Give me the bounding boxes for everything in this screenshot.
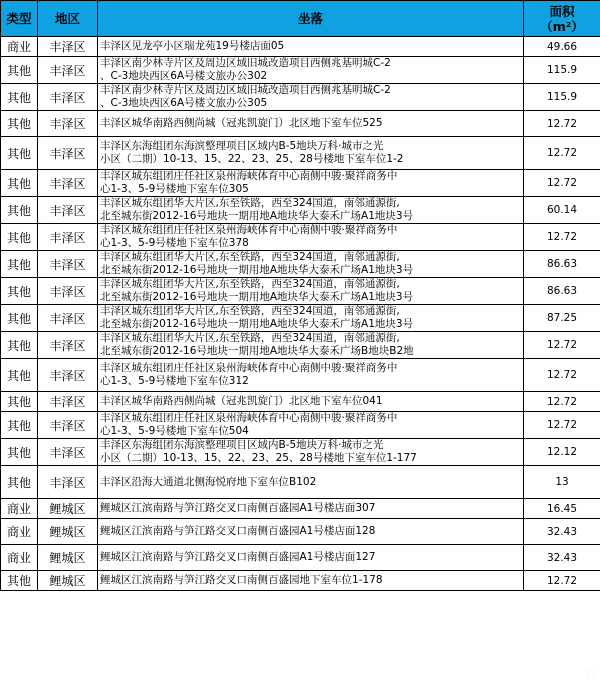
location-line: 北至城东街2012-16号地块一期用地A地块华大泰禾广场A1地块3号 — [100, 291, 414, 303]
cell-area: 86.63 — [524, 278, 600, 305]
location-line: 北至城东街2012-16号地块一期用地A地块华大泰禾广场A1地块3号 — [100, 264, 414, 276]
header-area-label: 面积 — [549, 3, 575, 19]
cell-type: 其他 — [1, 137, 38, 170]
header-area-unit: （m²） — [540, 18, 584, 34]
cell-type: 其他 — [1, 57, 38, 84]
cell-type: 其他 — [1, 412, 38, 439]
location-line: 丰泽区东海组团东海滨整理项目区域内B-5地块万科·城市之光 — [100, 439, 384, 451]
cell-district: 丰泽区 — [38, 84, 98, 111]
location-line: 心1-3、5-9号楼地下室车位312 — [100, 375, 249, 387]
cell-location — [98, 251, 524, 278]
header-location: 坐落 — [98, 1, 524, 37]
cell-district: 鲤城区 — [38, 499, 98, 519]
cell-location: 丰泽区见龙亭小区瑞龙苑19号楼店面05 — [98, 37, 524, 57]
cell-district: 丰泽区 — [38, 412, 98, 439]
cell-area: 87.25 — [524, 305, 600, 332]
cell-district: 丰泽区 — [38, 137, 98, 170]
cell-area: 16.45 — [524, 499, 600, 519]
cell-type: 其他 — [1, 111, 38, 137]
cell-district: 丰泽区 — [38, 392, 98, 412]
location-line: 丰泽区南少林寺片区及周边区域旧城改造项目西侧兆基明城C-2 — [100, 57, 391, 69]
cell-location: 丰泽区沿海大通道北侧海悦府地下室车位B102 — [98, 466, 524, 499]
cell-location — [98, 412, 524, 439]
cell-location: 鲤城区江滨南路与笋江路交叉口南侧百盛园A1号楼店面128 — [98, 519, 524, 545]
location-line: 丰泽区城东组团庄任社区泉州海峡体育中心南侧中骏·聚祥商务中 — [100, 362, 398, 374]
cell-location: 鲤城区江滨南路与笋江路交叉口南侧百盛园A1号楼店面307 — [98, 499, 524, 519]
header-type: 类型 — [1, 1, 38, 37]
location-line: 丰泽区城东组团华大片区,东至铁路，西至324国道，南邻通源街, — [100, 332, 400, 344]
location-line: 丰泽区城东组团华大片区,东至铁路，西至324国道，南邻通源街, — [100, 305, 400, 317]
table-row — [1, 251, 600, 278]
location-line: 小区（二期）10-13、15、22、23、25、28号楼地下室车位1-177 — [100, 452, 417, 464]
cell-district: 丰泽区 — [38, 224, 98, 251]
location-line: 小区（二期）10-13、15、22、23、25、28号楼地下室车位1-2 — [100, 153, 404, 165]
location-line: 北至城东街2012-16号地块一期用地A地块华大泰禾广场A1地块3号 — [100, 210, 414, 222]
table-row — [1, 224, 600, 251]
table-row — [1, 305, 600, 332]
location-line: 丰泽区城东组团庄任社区泉州海峡体育中心南侧中骏·聚祥商务中 — [100, 224, 398, 236]
table-row — [1, 197, 600, 224]
table-row — [1, 278, 600, 305]
cell-district: 丰泽区 — [38, 466, 98, 499]
location-line: 丰泽区东海组团东海滨整理项目区域内B-5地块万科·城市之光 — [100, 140, 384, 152]
table-row — [1, 359, 600, 392]
cell-area: 12.72 — [524, 111, 600, 137]
cell-area: 115.9 — [524, 57, 600, 84]
location-line: 、C-3地块西区6A号楼文旅办公302 — [100, 70, 268, 82]
table-row — [1, 332, 600, 359]
cell-district: 丰泽区 — [38, 37, 98, 57]
cell-location — [98, 84, 524, 111]
cell-district: 丰泽区 — [38, 170, 98, 197]
cell-district: 丰泽区 — [38, 57, 98, 84]
cell-location — [98, 439, 524, 466]
location-line: 丰泽区城东组团庄任社区泉州海峡体育中心南侧中骏·聚祥商务中 — [100, 412, 398, 424]
cell-district: 鲤城区 — [38, 571, 98, 591]
table-row — [1, 439, 600, 466]
location-line: 心1-3、5-9号楼地下室车位504 — [100, 425, 249, 437]
table-row — [1, 412, 600, 439]
location-line: 北至城东街2012-16号地块一期用地A地块华大泰禾广场B地块B2地 — [100, 345, 414, 357]
table-row — [1, 137, 600, 170]
cell-district: 丰泽区 — [38, 251, 98, 278]
watermark: ◌ — [586, 669, 596, 680]
cell-area: 86.63 — [524, 251, 600, 278]
table-row — [1, 466, 600, 499]
cell-district: 丰泽区 — [38, 332, 98, 359]
table-row — [1, 57, 600, 84]
cell-district: 鲤城区 — [38, 519, 98, 545]
cell-location — [98, 305, 524, 332]
cell-type: 其他 — [1, 305, 38, 332]
cell-location — [98, 359, 524, 392]
location-line: 、C-3地块西区6A号楼文旅办公305 — [100, 97, 268, 109]
table-row — [1, 392, 600, 412]
cell-area: 12.12 — [524, 439, 600, 466]
cell-type: 其他 — [1, 439, 38, 466]
cell-district: 丰泽区 — [38, 197, 98, 224]
header-district: 地区 — [38, 1, 98, 37]
cell-area: 13 — [524, 466, 600, 499]
cell-type: 商业 — [1, 545, 38, 571]
cell-area: 12.72 — [524, 332, 600, 359]
location-line: 丰泽区城东组团华大片区,东至铁路，西至324国道，南邻通源街, — [100, 197, 400, 209]
cell-area: 60.14 — [524, 197, 600, 224]
location-line: 心1-3、5-9号楼地下室车位378 — [100, 237, 249, 249]
table-row — [1, 170, 600, 197]
cell-location: 丰泽区城华南路西侧尚城（冠兆凯旋门）北区地下室车位041 — [98, 392, 524, 412]
cell-type: 其他 — [1, 84, 38, 111]
cell-location — [98, 278, 524, 305]
table-row — [1, 84, 600, 111]
cell-location — [98, 170, 524, 197]
cell-location — [98, 332, 524, 359]
cell-location — [98, 197, 524, 224]
location-line: 丰泽区城东组团华大片区,东至铁路，西至324国道，南邻通源街, — [100, 251, 400, 263]
cell-type: 商业 — [1, 499, 38, 519]
location-line: 心1-3、5-9号楼地下室车位305 — [100, 183, 249, 195]
location-line: 丰泽区城东组团华大片区,东至铁路，西至324国道，南邻通源街, — [100, 278, 400, 290]
cell-type: 商业 — [1, 519, 38, 545]
cell-district: 丰泽区 — [38, 278, 98, 305]
cell-type: 其他 — [1, 251, 38, 278]
table-row — [1, 571, 600, 591]
cell-area: 32.43 — [524, 545, 600, 571]
cell-area: 115.9 — [524, 84, 600, 111]
cell-type: 其他 — [1, 278, 38, 305]
cell-location — [98, 57, 524, 84]
cell-area: 12.72 — [524, 170, 600, 197]
cell-location: 鲤城区江滨南路与笋江路交叉口南侧百盛园地下室车位1-178 — [98, 571, 524, 591]
cell-type: 商业 — [1, 37, 38, 57]
cell-type: 其他 — [1, 332, 38, 359]
cell-area: 12.72 — [524, 137, 600, 170]
table-row — [1, 545, 600, 571]
table-row — [1, 37, 600, 57]
header-area — [524, 1, 600, 37]
cell-district: 丰泽区 — [38, 359, 98, 392]
cell-area: 12.72 — [524, 412, 600, 439]
cell-district: 丰泽区 — [38, 305, 98, 332]
cell-area: 12.72 — [524, 392, 600, 412]
cell-location: 鲤城区江滨南路与笋江路交叉口南侧百盛园A1号楼店面127 — [98, 545, 524, 571]
cell-type: 其他 — [1, 359, 38, 392]
cell-location: 丰泽区城华南路西侧尚城（冠兆凯旋门）北区地下室车位525 — [98, 111, 524, 137]
cell-district: 丰泽区 — [38, 111, 98, 137]
location-line: 丰泽区南少林寺片区及周边区域旧城改造项目西侧兆基明城C-2 — [100, 84, 391, 96]
cell-type: 其他 — [1, 466, 38, 499]
cell-type: 其他 — [1, 197, 38, 224]
cell-area: 12.72 — [524, 359, 600, 392]
header-row — [1, 1, 600, 37]
cell-district: 丰泽区 — [38, 439, 98, 466]
cell-type: 其他 — [1, 224, 38, 251]
cell-area: 32.43 — [524, 519, 600, 545]
cell-area: 12.72 — [524, 224, 600, 251]
cell-district: 鲤城区 — [38, 545, 98, 571]
table-row — [1, 111, 600, 137]
location-line: 丰泽区城东组团庄任社区泉州海峡体育中心南侧中骏·聚祥商务中 — [100, 170, 398, 182]
table-row — [1, 519, 600, 545]
cell-area: 49.66 — [524, 37, 600, 57]
cell-type: 其他 — [1, 170, 38, 197]
table-row — [1, 499, 600, 519]
cell-area: 12.72 — [524, 571, 600, 591]
location-line: 北至城东街2012-16号地块一期用地A地块华大泰禾广场A1地块3号 — [100, 318, 414, 330]
cell-type: 其他 — [1, 392, 38, 412]
cell-location — [98, 224, 524, 251]
cell-location — [98, 137, 524, 170]
cell-type: 其他 — [1, 571, 38, 591]
